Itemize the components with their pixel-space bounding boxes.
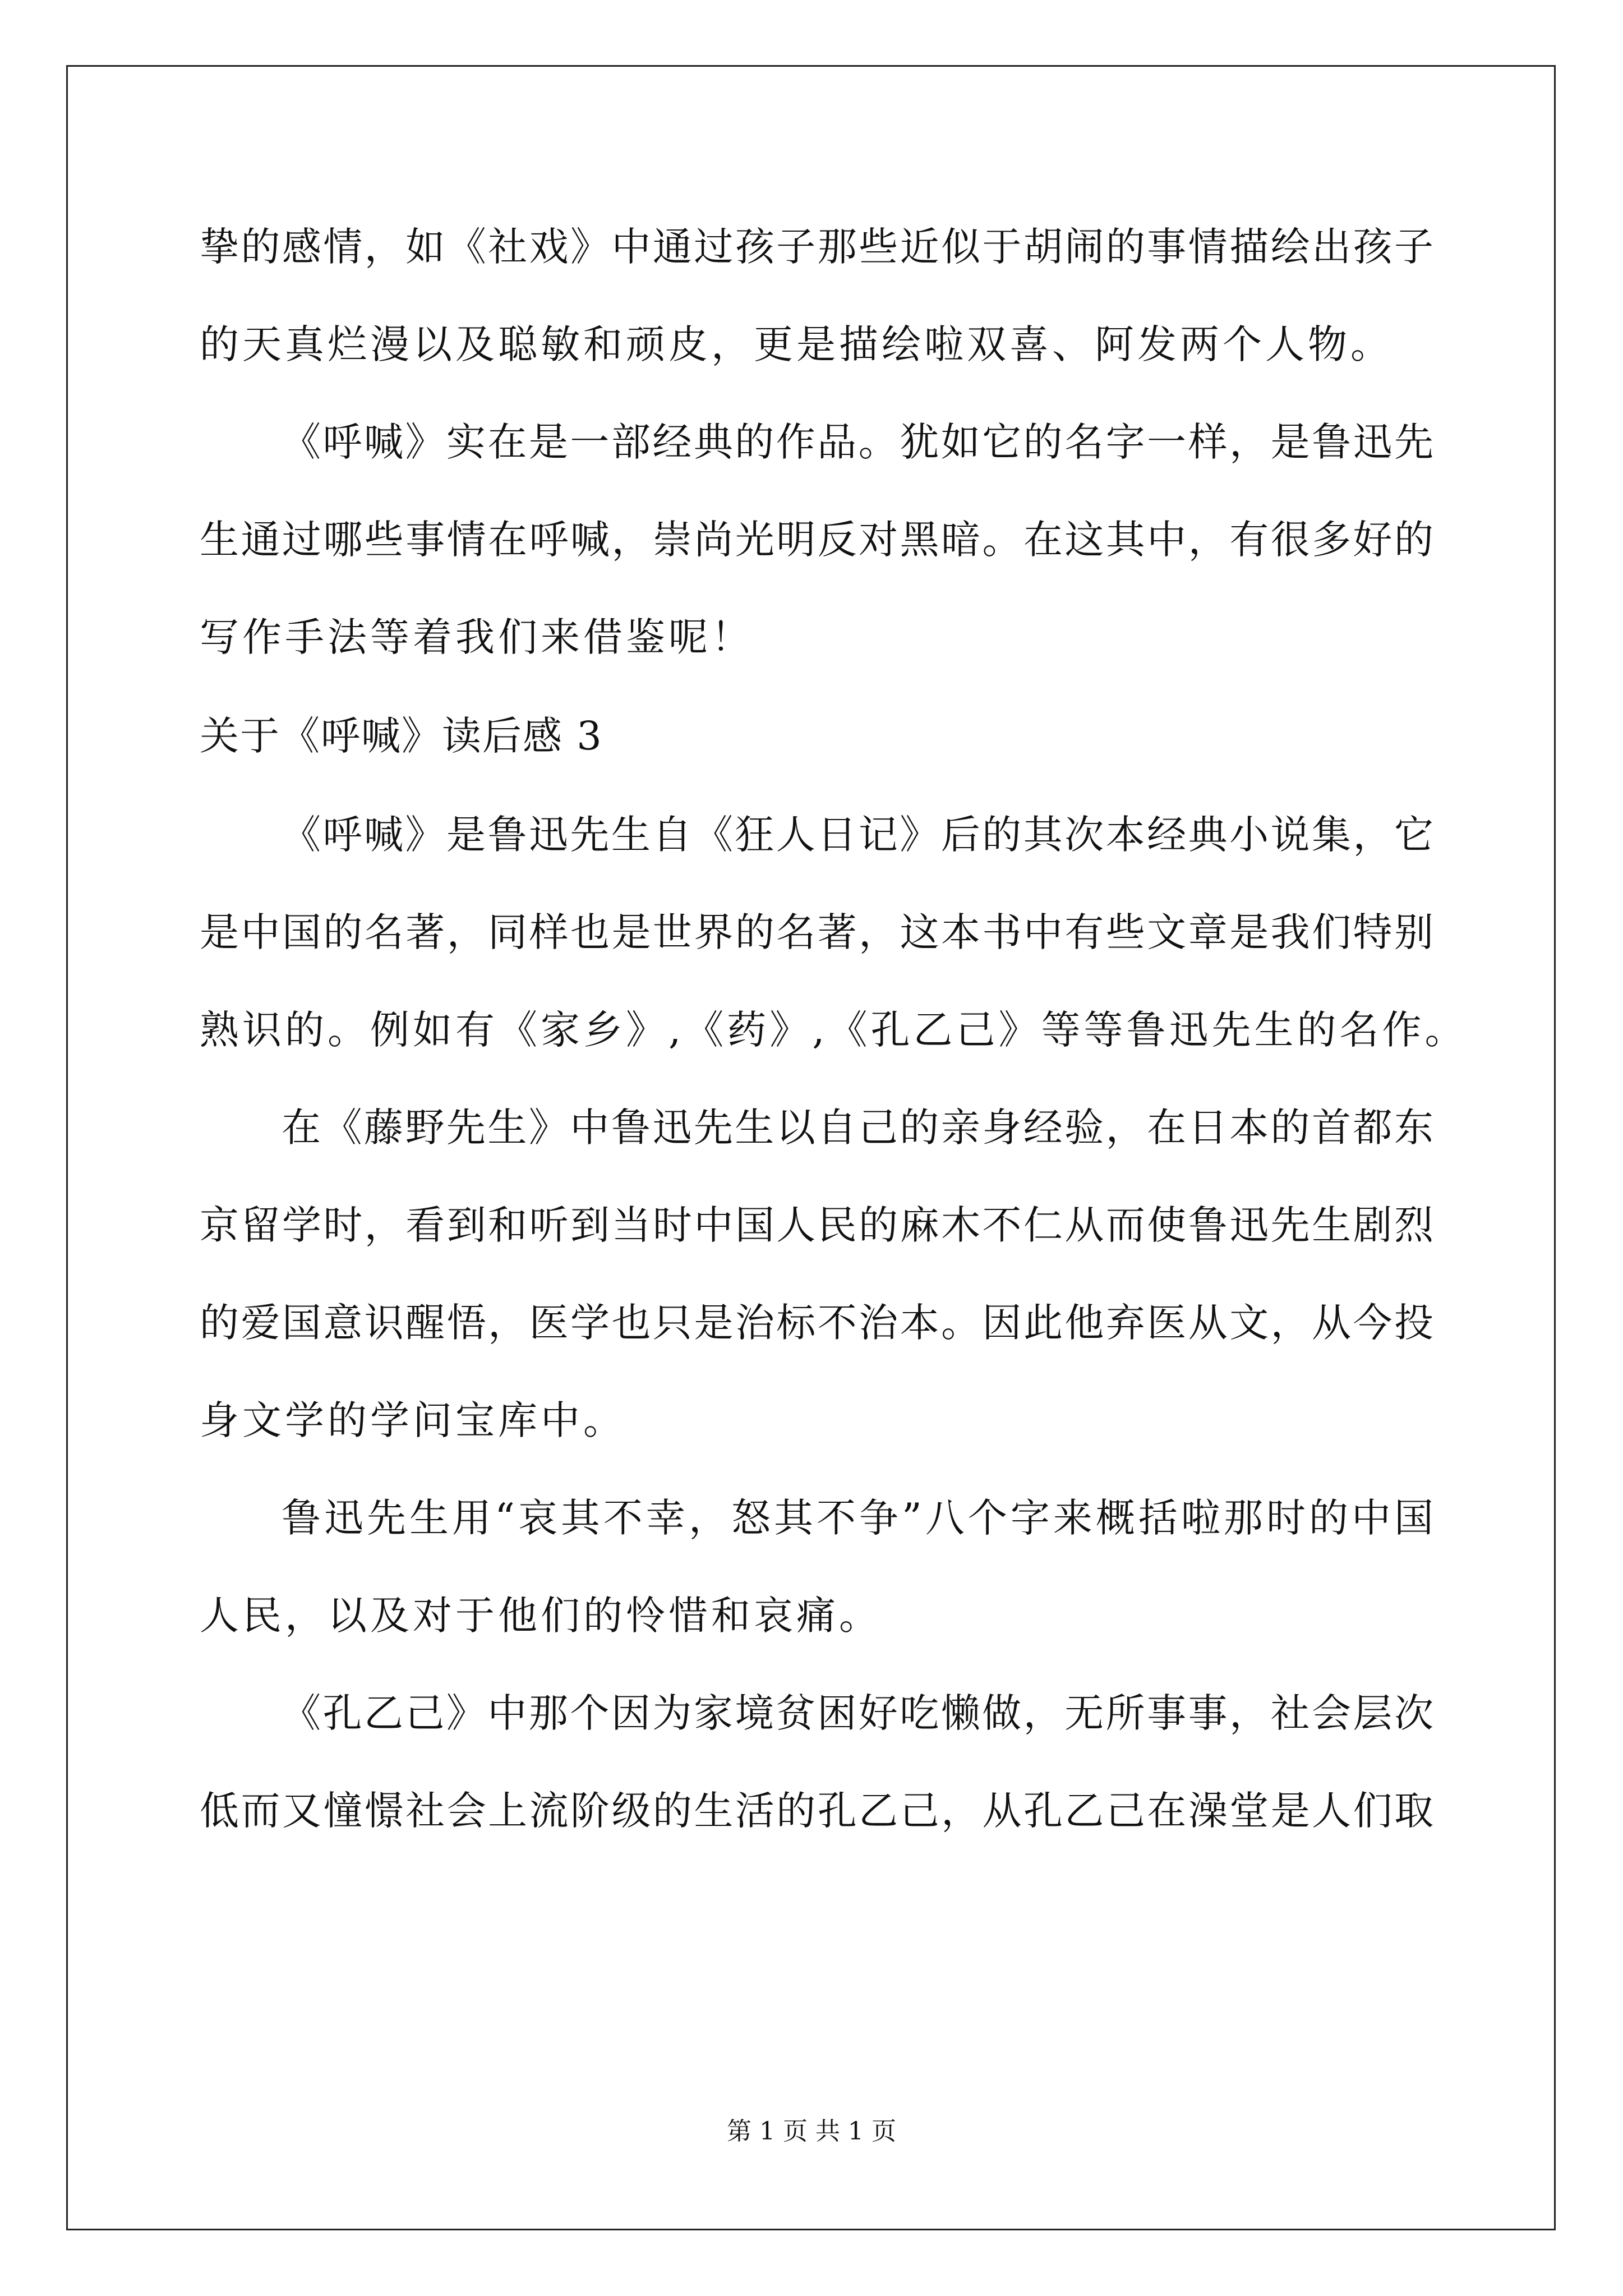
- paragraph-line: 《呼喊》是鲁迅先生自《狂人日记》后的其次本经典小说集，它: [282, 812, 1433, 858]
- paragraph-line: 《孔乙己》中那个因为家境贫困好吃懒做，无所事事，社会层次: [282, 1690, 1433, 1736]
- paragraph-line: 挚的感情，如《社戏》中通过孩子那些近似于胡闹的事情描绘出孩子: [200, 224, 1433, 270]
- paragraph-line: 京留学时，看到和听到当时中国人民的麻木不仁从而使鲁迅先生剧烈: [200, 1202, 1433, 1248]
- paragraph-line: 熟识的。例如有《家乡》,《药》,《孔乙己》等等鲁迅先生的名作。: [200, 1007, 1468, 1053]
- paragraph-line: 写作手法等着我们来借鉴呢！: [200, 614, 754, 660]
- paragraph-line: 是中国的名著，同样也是世界的名著，这本书中有些文章是我们特别: [200, 909, 1433, 955]
- paragraph-line: 的天真烂漫以及聪敏和顽皮，更是描绘啦双喜、阿发两个人物。: [200, 321, 1393, 367]
- paragraph-line: 生通过哪些事情在呼喊，崇尚光明反对黑暗。在这其中，有很多好的: [200, 517, 1433, 563]
- paragraph-line: 低而又憧憬社会上流阶级的生活的孔乙己，从孔乙己在澡堂是人们取: [200, 1788, 1433, 1834]
- paragraph-line: 的爱国意识醒悟，医学也只是治标不治本。因此他弃医从文，从今投: [200, 1300, 1433, 1346]
- paragraph-line: 鲁迅先生用“哀其不幸，怒其不争”八个字来概括啦那时的中国: [282, 1495, 1433, 1541]
- section-heading: 关于《呼喊》读后感 3: [200, 713, 603, 759]
- page-footer: 第 1 页 共 1 页: [727, 2117, 896, 2146]
- paragraph-line: 人民，以及对于他们的怜惜和哀痛。: [200, 1593, 882, 1639]
- paragraph-line: 在《藤野先生》中鲁迅先生以自己的亲身经验，在日本的首都东: [282, 1105, 1433, 1151]
- paragraph-line: 《呼喊》实在是一部经典的作品。犹如它的名字一样，是鲁迅先: [282, 419, 1433, 465]
- paragraph-line: 身文学的学问宝库中。: [200, 1397, 626, 1443]
